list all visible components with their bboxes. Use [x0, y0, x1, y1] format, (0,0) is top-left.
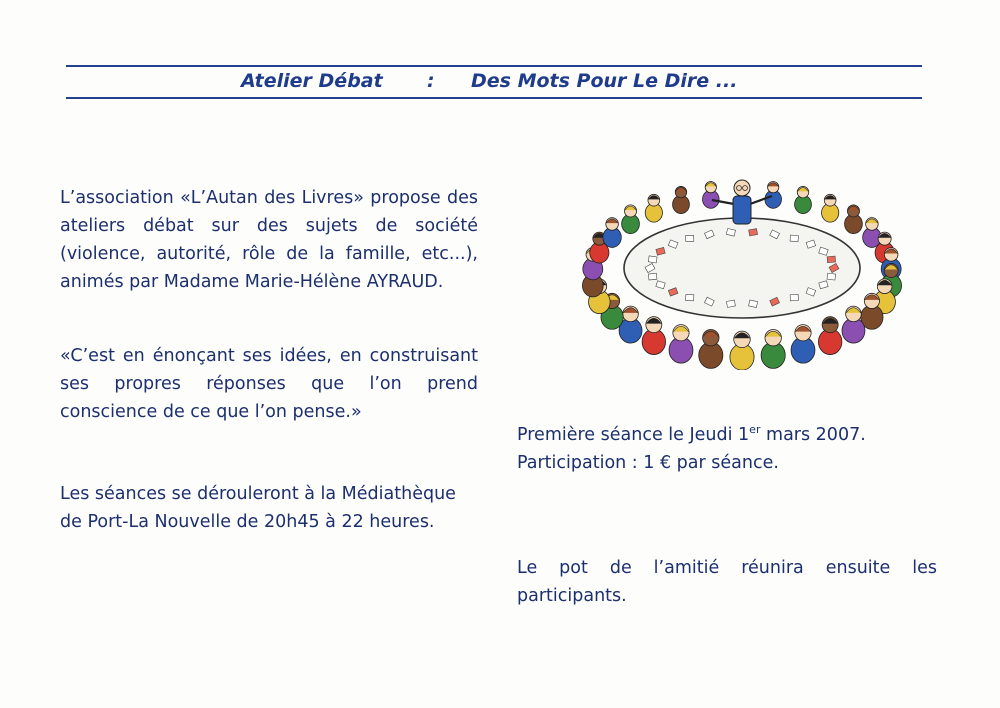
- table-paper: [749, 300, 758, 308]
- table-paper: [686, 294, 694, 300]
- first-session-suffix: mars 2007.: [760, 425, 866, 445]
- table-paper: [790, 235, 798, 242]
- participation-line: Participation : 1 € par séance.: [517, 453, 779, 473]
- table-paper: [827, 256, 835, 263]
- table-paper: [790, 294, 798, 300]
- venue-paragraph: Les séances se dérouleront à la Médiathèque de Port-La Nouvelle de 20h45 à 22 heures.: [60, 484, 456, 532]
- title-separator: :: [427, 70, 435, 92]
- first-session-sup: er: [749, 423, 761, 436]
- closing-paragraph: Le pot de l’amitié réunira ensuite les participants.: [517, 558, 937, 606]
- table-shape: [624, 218, 860, 318]
- table-paper: [749, 229, 758, 236]
- quote-paragraph: «C’est en énonçant ses idées, en construisant ses propres réponses que l’on prend conscience de ce que l’on pense.»: [60, 346, 478, 422]
- moderator-body: [733, 196, 751, 224]
- table-paper: [726, 300, 735, 307]
- debate-table-illustration: [562, 160, 922, 370]
- table-paper: [686, 235, 694, 241]
- header-top-rule: [66, 65, 922, 67]
- header-bottom-rule: [66, 97, 922, 99]
- title-left: Atelier Débat: [241, 70, 383, 92]
- table-paper: [648, 273, 657, 280]
- table-paper: [648, 256, 657, 263]
- first-session-line: [517, 421, 937, 449]
- session-info: [517, 421, 937, 477]
- page-title: [66, 70, 922, 96]
- intro-paragraph: L’association «L’Autan des Livres» propose des ateliers débat sur des sujets de société (violence, autorité, rôle de la famille, etc...), animés par Madame Marie-Hélène AYRAUD.: [60, 188, 478, 292]
- table-paper: [827, 273, 836, 280]
- first-session-prefix: Première séance le Jeudi 1: [517, 425, 750, 445]
- title-right: Des Mots Pour Le Dire ...: [471, 70, 738, 92]
- debate-table-cartoon-icon: [562, 160, 922, 370]
